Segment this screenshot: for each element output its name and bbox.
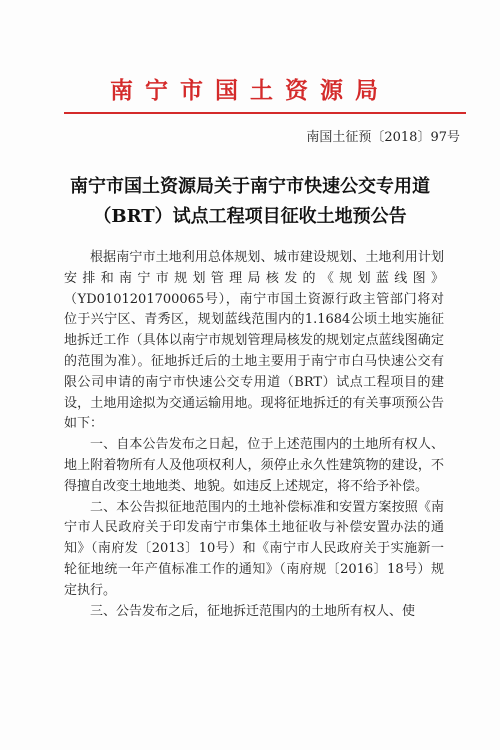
paragraph-item-2: 二、本公告拟征地范围内的土地补偿标准和安置方案按照《南宁市人民政府关于印发南宁市集体土地征收与补偿安置办法的通知》（南府发〔2013〕10号）和《南宁市人民政府关于实施新一轮征地统一年产值标准工作的通知》（南府规〔2016〕18号）规定执行。 xyxy=(64,499,444,598)
paragraph-item-3: 三、公告发布之后，征地拆迁范围内的土地所有权人、使 xyxy=(90,603,416,619)
title-line-1: 南宁市国土资源局关于南宁市快速公交专用道 xyxy=(70,176,430,197)
paragraph-intro: 根据南宁市土地利用总体规划、城市建设规划、土地利用计划安排和南宁市规划管理局核发的《规划蓝线图》（YD0101201700065号），南宁市国土资源行政主管部门将对位于兴宁区、青秀区，规划蓝线范围内的1.1684公顷土地实施征地拆迁工作（具体以南宁市规划管理局核发的规划定点蓝线图确定的范围为准）。征地拆迁后的土地主要用于南宁市白马快速公交有限公司申请的南宁市快速公交专用道（BRT）试点工程项目的建设，土地用途拟为交通运输用地。现将征地拆迁的有关事项预公告如下： xyxy=(64,250,444,432)
document-body xyxy=(64,248,444,622)
red-divider xyxy=(64,112,466,114)
agency-name: 南宁市国土资源局 xyxy=(110,77,390,104)
title-line-2: （BRT）试点工程项目征收土地预公告 xyxy=(93,206,407,227)
document-title xyxy=(0,172,500,232)
document-number: 南国土征预〔2018〕97号 xyxy=(306,130,460,145)
paragraph-item-1: 一、自本公告发布之日起，位于上述范围内的土地所有权人、地上附着物所有人及他项权利人，须停止永久性建筑物的建设，不得擅自改变土地地类、地貌。如违反上述规定，将不给予补偿。 xyxy=(64,437,444,494)
